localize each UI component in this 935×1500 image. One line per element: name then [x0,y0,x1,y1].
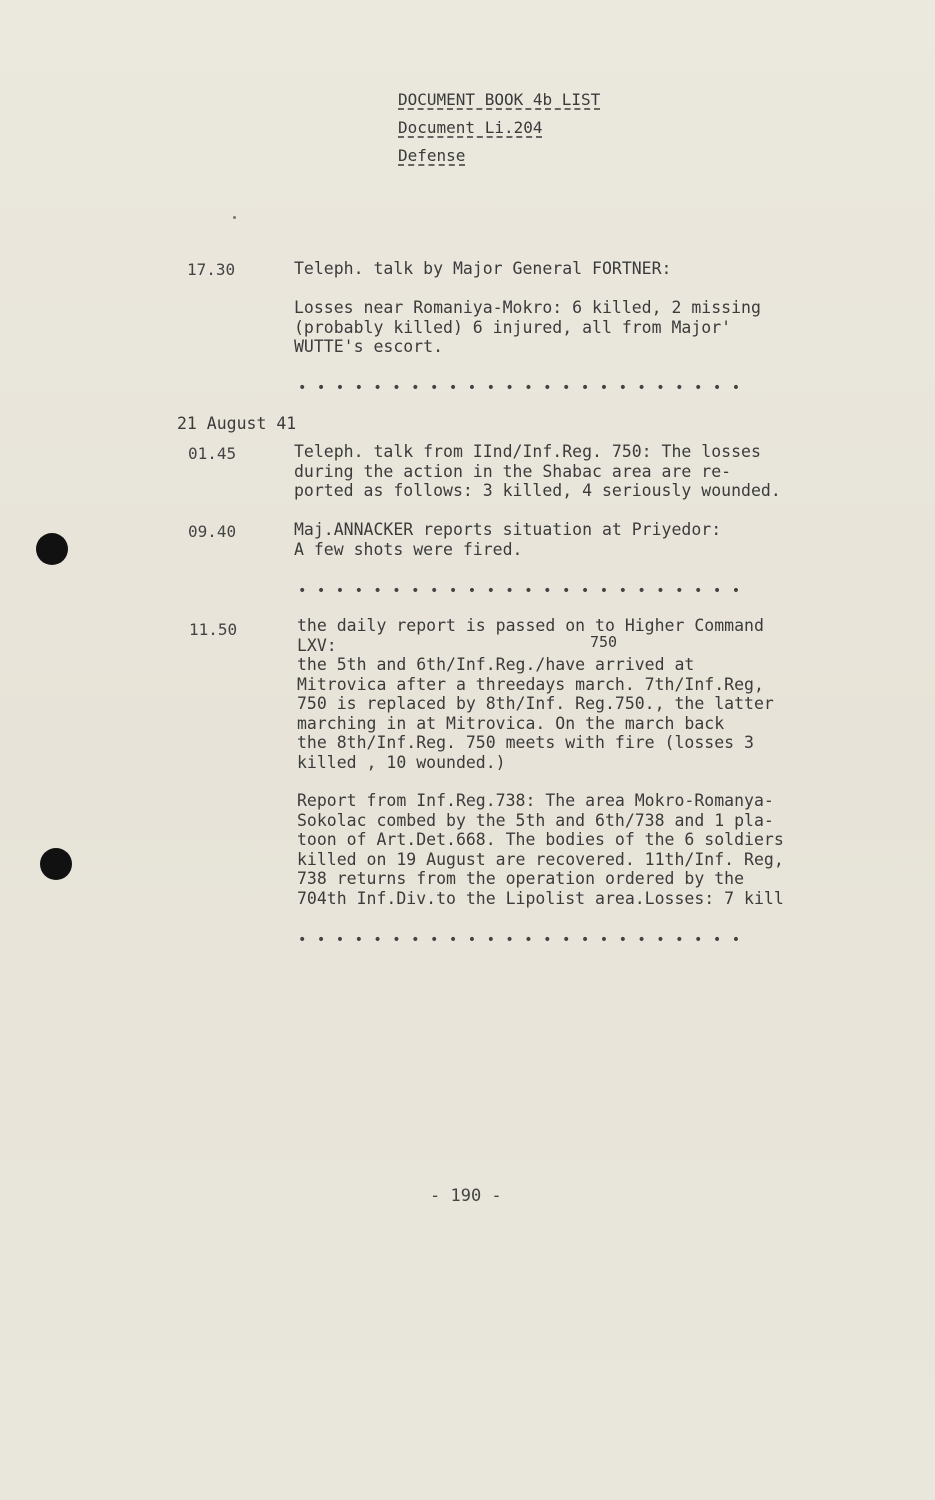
entry-line: the 5th and 6th/Inf.Reg./have arrived at [297,655,695,674]
entry-time: 09.40 [188,522,237,541]
separator-dots: • • • • • • • • • • • • • • • • • • • • • • • • [298,380,742,396]
entry-line: marching in at Mitrovica. On the march back [297,713,725,733]
punch-hole [36,533,68,565]
entry-line: the daily report is passed on to Higher Command [297,616,764,635]
entry-line: WUTTE's escort. [294,337,444,356]
entry-line: (probably killed) 6 injured, all from Major' [294,317,732,337]
entry-line: Losses near Romaniya-Mokro: 6 killed, 2 missing [294,298,761,317]
entry-line: toon of Art.Det.668. The bodies of the 6 soldiers [297,830,784,849]
entry-line: Sokolac combed by the 5th and 6th/738 and 1 pla- [297,810,774,830]
header-defense: Defense [398,146,466,165]
date-heading: 21 August 41 [177,414,297,433]
entry-line: 704th Inf.Div.to the Lipolist area.Losses: 7 kill [297,888,784,908]
header-document-number: Document Li.204 [398,118,543,137]
separator-dots: • • • • • • • • • • • • • • • • • • • • • • • • [298,932,742,948]
entry-line: A few shots were fired. [294,539,523,559]
entry-line: LXV: [297,635,337,655]
entry-line: Teleph. talk from IInd/Inf.Reg. 750: The losses [294,442,761,461]
page-number: - 190 - [430,1186,502,1206]
entry-line: Mitrovica after a threedays march. 7th/Inf.Reg, [297,674,764,694]
entry-line: killed , 10 wounded.) [297,752,506,772]
speck [233,216,236,219]
handwritten-insertion: 750 [590,633,618,651]
entry-line: ported as follows: 3 killed, 4 seriously wounded. [294,481,781,500]
entry-line: Report from Inf.Reg.738: The area Mokro-Romanya- [297,791,774,810]
document-header [398,86,600,170]
entry-time: 01.45 [188,444,237,463]
entry-text [294,442,781,501]
entry-line: during the action in the Shabac area are re- [294,461,732,481]
entry-line: 738 returns from the operation ordered by the [297,869,745,888]
entry-line: killed on 19 August are recovered. 11th/Inf. Reg, [297,849,784,869]
entry-text [294,298,761,357]
entry-text [294,259,672,279]
entry-time: 17.30 [187,260,236,279]
entry-line: Teleph. talk by Major General FORTNER: [294,259,672,278]
header-book-list: DOCUMENT BOOK 4b LIST [398,90,601,109]
entry-time: 11.50 [189,620,238,639]
punch-hole [40,848,72,880]
separator-dots: • • • • • • • • • • • • • • • • • • • • • • • • [298,583,742,599]
entry-text [294,520,721,559]
entry-text [297,791,784,908]
entry-text [297,616,774,772]
entry-line: Maj.ANNACKER reports situation at Priyedor: [294,520,722,539]
entry-line: 750 is replaced by 8th/Inf. Reg.750., the latter [297,694,774,713]
entry-line: the 8th/Inf.Reg. 750 meets with fire (losses 3 [297,733,754,752]
